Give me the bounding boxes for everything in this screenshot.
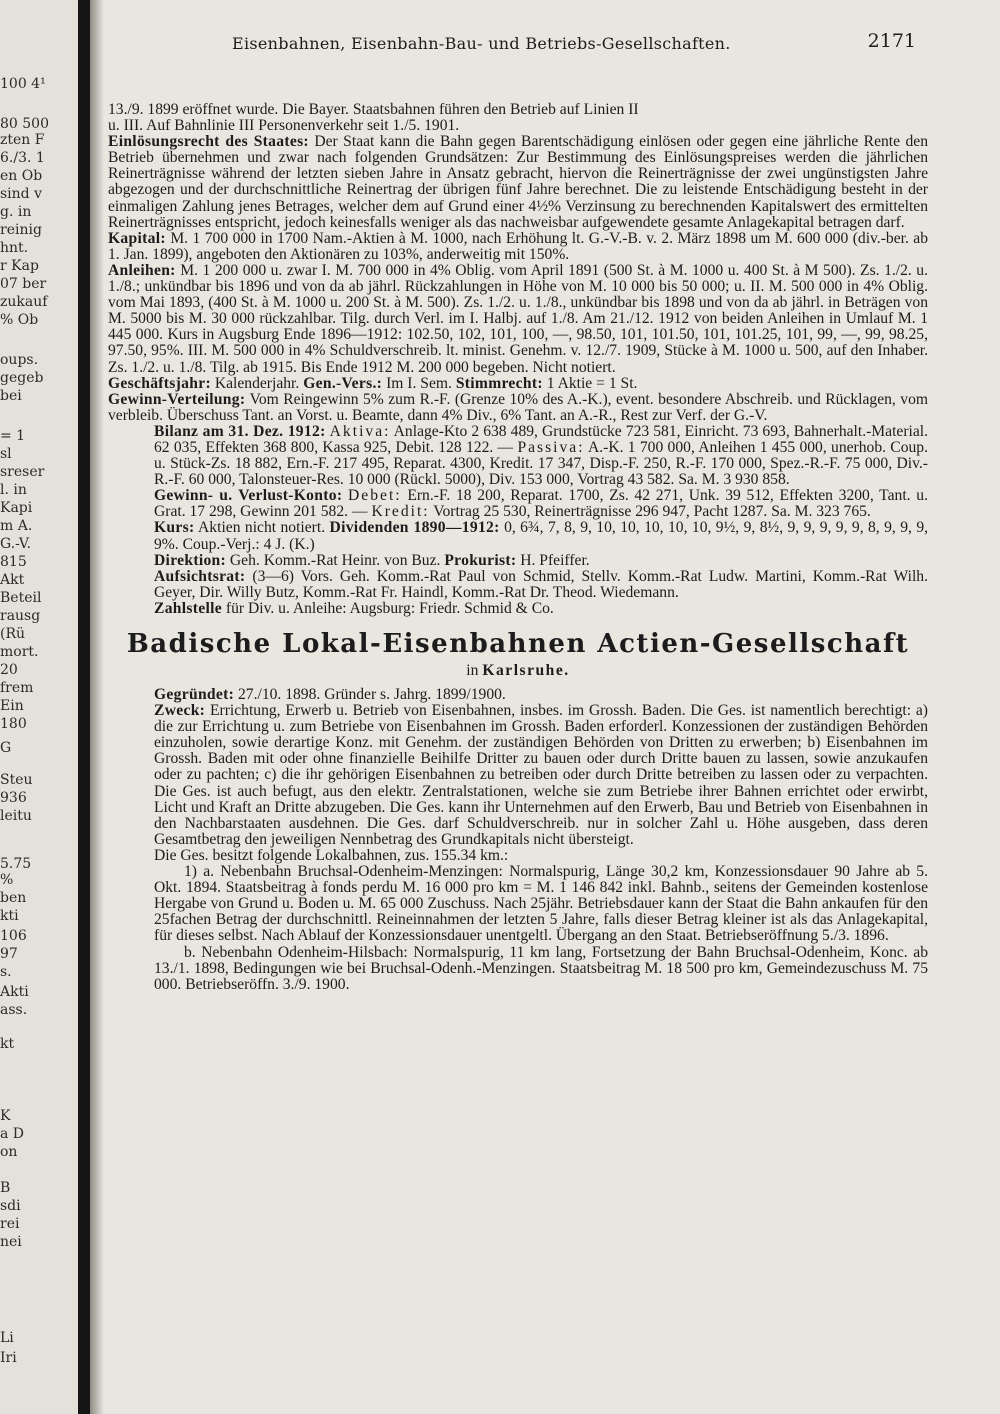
aufsichtsrat-label: Aufsichtsrat:	[154, 567, 246, 585]
facing-page-fragment: leitu	[0, 808, 32, 824]
facing-page-fragment: G.-V.	[0, 536, 31, 552]
gewinnkonto-label: Gewinn- u. Verlust-Konto:	[154, 487, 343, 505]
facing-page-fragment: reinig	[0, 222, 42, 238]
line-item-1a: 1) a. Nebenbahn Bruchsal-Odenheim-Menzingen: Normalspurig, Länge 30,2 km, Konzessionsdauer 90 Jahre ab 5. Okt. 1894. Staatsbeitrag à fonds perdu M. 16 000 pro km = M. 1 146 842 inkl. Bahnb., seitens der Gemeinden kostenlose Hergabe von Grund u. Boden u. M. 65 000 Zuschuss. Nach 25jähr. Betriebsdauer kann der Staat die Bahn ankaufen für den 25fachen Betrag der durchschnittl. Reineinnahmen der letzten 5 Jahre, falls dieser Betrag kleiner ist als das Anlagekapital, für dieses selbst. Nach Ablauf der Konzessionsdauer unentgeltl. Übergang an den Staat. Betriebseröffnung 5./3. 1896.	[154, 863, 928, 945]
kredit-label: Kredit:	[371, 503, 430, 521]
intro-line-1: 13./9. 1899 eröffnet wurde. Die Bayer. Staatsbahnen führen den Betrieb auf Linien II	[108, 101, 639, 118]
facing-page-fragment: Li	[0, 1330, 14, 1346]
facing-page-fragment: sind v	[0, 186, 42, 202]
facing-page-fragment: ass.	[0, 1002, 28, 1018]
company-place: in Karlsruhe.	[466, 662, 570, 679]
stimmrecht-label: Stimmrecht:	[455, 374, 543, 392]
aufsichtsrat-entry: Aufsichtsrat: (3—6) Vors. Geh. Komm.-Rat Paul von Schmid, Stellv. Komm.-Rat Ludw. Martini, Komm.-Rat Wilh. Geyer, Dir. Willy Butz, Komm.-Rat Fr. Haindl, Komm.-Rat Dr. Theod. Wiedemann.	[154, 567, 928, 601]
geschaeftsjahr-entry: Geschäftsjahr: Kalenderjahr. Gen.-Vers.: Im I. Sem. Stimmrecht: 1 Aktie = 1 St.	[108, 374, 638, 392]
kurs-label: Kurs:	[154, 519, 195, 537]
facing-page-fragment: 815	[0, 554, 27, 570]
genvers-label: Gen.-Vers.:	[303, 374, 383, 392]
gegruendet-label: Gegründet:	[154, 686, 235, 703]
facing-page-fragment: nei	[0, 1234, 22, 1250]
facing-page-fragment: m A.	[0, 518, 33, 534]
left-page-margin	[0, 0, 78, 1414]
facing-page-fragment: 20	[0, 662, 18, 678]
intro-line-2: u. III. Auf Bahnlinie III Personenverkehr seit 1./5. 1901.	[108, 117, 460, 135]
bilanz-label: Bilanz am 31. Dez. 1912:	[154, 422, 326, 440]
facing-page-fragment: 6./3. 1	[0, 150, 45, 166]
zahlstelle-label: Zahlstelle	[154, 599, 222, 617]
facing-page-fragment: zten F	[0, 132, 45, 148]
facing-page-fragment: %	[0, 872, 14, 888]
anleihen-entry: Anleihen: M. 1 200 000 u. zwar I. M. 700 000 in 4% Oblig. vom April 1891 (500 St. à M. 1000 u. 400 St. à M 500). Zs. 1./2. u. 1./8.; unkündbar bis 1896 und von da ab jährl. Rückzahlungen in Höhe von M. 10 000 bis 50 000; u. II. M. 500 000 in 4% Oblig. vom Mai 1893, (400 St. à M. 1000 u. 200 St. à M. 500). Zs. 1./2. u. 1./8., unkündbar bis 1898 und von da ab jährl. in Beträgen von M. 5000 bis M. 30 000 rückzahlbar. Tilg. durch Verl. im I. Halbj. auf 1./8. Am 21./12. 1912 von beiden Anleihen in Umlauf M. 1 445 000. Kurs in Augsburg Ende 1896—1912: 102.50, 102, 101, 100, —, 98.50, 101, 101.50, 101, 101.25, 101, 99, —, 99, 98.25, 97.50, 95%. III. M. 500 000 in 4% Schuldverschreib. lt. minist. Genehm. v. 12./7. 1909, Stücke à M. 1000 u. 500, auf den Inhaber. Zs. 1./2. u. 1./8. Tilg. ab 1915. Bis Ende 1912 M. 200 000 begeben. Nicht notiert.	[108, 261, 928, 376]
kurs-entry: Kurs: Aktien nicht notiert. Dividenden 1890—1912: 0, 6¾, 7, 8, 9, 10, 10, 10, 10, 10, 9½, 9, 8½, 9, 9, 9, 9, 9, 8, 9, 9, 9, 9%. Coup.-Verj.: 4 J. (K.)	[154, 519, 929, 553]
document-page	[108, 30, 928, 993]
prokurist-label: Prokurist:	[444, 551, 517, 569]
direktion-entry: Direktion: Geh. Komm.-Rat Heinr. von Buz. Prokurist: H. Pfeiffer.	[154, 551, 590, 569]
anleihen-label: Anleihen:	[108, 261, 176, 279]
running-head	[108, 30, 928, 56]
facing-page-fragment: g. in	[0, 204, 32, 220]
facing-page-fragment: rausg	[0, 608, 41, 624]
facing-page-fragment: 106	[0, 928, 27, 944]
gewinnkonto-entry: Gewinn- u. Verlust-Konto: Debet: Ern.-F. 18 200, Reparat. 1700, Zs. 42 271, Unk. 39 512, Effekten 3200, Tant. u. Grat. 17 298, Gewinn 201 582. — Kredit: Vortrag 25 530, Reinerträgnisse 296 947, Pacht 1287. Sa. M. 323 765.	[154, 487, 928, 521]
geschaeftsjahr-label: Geschäftsjahr:	[108, 374, 211, 392]
gewinnverteilung-entry: Gewinn-Verteilung: Vom Reingewinn 5% zum R.-F. (Grenze 10% des A.-K.), event. besondere Abschreib. und Rücklagen, vom verbleib. Überschuss Tant. an Vorst. u. Beamte, dann 4% Div., 6% Tant. an A.-R., Rest zur Verf. der G.-V.	[108, 390, 928, 424]
facing-page-fragment: kt	[0, 1036, 15, 1052]
facing-page-fragment: sreser	[0, 464, 45, 480]
kapital-entry: Kapital: M. 1 700 000 in 1700 Nam.-Aktien à M. 1000, nach Erhöhung lt. G.-V.-B. v. 2. März 1898 um M. 600 000 (div.-ber. ab 1. Jan. 1899), angeboten den Aktionären zu 103%, anderweitig mit 150%.	[108, 229, 929, 263]
facing-page-fragment: a D	[0, 1126, 25, 1142]
company-title: Badische Lokal-Eisenbahnen Actien-Gesellschaft	[126, 629, 910, 659]
facing-page-fragment: Iri	[0, 1350, 17, 1366]
facing-page-fragment: s.	[0, 964, 12, 980]
facing-page-fragment: r Kap	[0, 258, 39, 274]
facing-page-fragment: Beteil	[0, 590, 42, 606]
facing-page-fragment: bei	[0, 388, 22, 404]
facing-page-fragment: 80 500	[0, 116, 49, 132]
facing-page-fragment: 936	[0, 790, 27, 806]
einloesung-entry: Einlösungsrecht des Staates: Der Staat kann die Bahn gegen Barentschädigung einlösen oder gegen eine jährliche Rente den Betrieb übernehmen und zwar nach folgenden Grundsätzen: Zur Bestimmung des Einlösungspreises werden die jährlichen Reinerträgnisse während der letzten sieben Jahre in Ansatz gebracht, hiervon die Reinerträgnisse der zwei ungünstigsten Jahre abgezogen und der durchschnittliche Reinertrag der übrigen fünf Jahre berechnet. Die zu leistende Entschädigung besteht in der einmaligen Zahlung jenes Betrages, welcher dem auf Grund einer 4½% Verzinsung zu berechnenden Kapitalswert des ermittelten Reinerträgnisses entspricht, jedoch keinesfalls weniger als das nachweisbar aufgewendete gesamte Anlagekapital betragen darf.	[108, 133, 928, 231]
facing-page-fragment: % Ob	[0, 312, 39, 328]
facing-page-fragment: B	[0, 1180, 11, 1196]
facing-page-fragment: en Ob	[0, 168, 43, 184]
running-title: Eisenbahnen, Eisenbahn-Bau- und Betriebs-Gesellschaften.	[232, 34, 731, 53]
page-number: 2171	[867, 30, 916, 52]
facing-page-fragment: 97	[0, 946, 18, 962]
gegruendet-entry: Gegründet: 27./10. 1898. Gründer s. Jahrg. 1899/1900.	[154, 686, 506, 703]
facing-page-fragment: sdi	[0, 1198, 21, 1214]
facing-page-fragment: Ein	[0, 698, 24, 714]
body-text	[108, 102, 928, 993]
besitz-entry: Die Ges. besitzt folgende Lokalbahnen, zus. 155.34 km.:	[154, 846, 509, 864]
book-spine	[78, 0, 90, 1414]
facing-page-fragment: G	[0, 740, 12, 756]
aktiva-label: Aktiva:	[329, 422, 391, 440]
facing-page-fragment: Akti	[0, 984, 29, 1000]
zahlstelle-entry: Zahlstelle für Div. u. Anleihe: Augsburg: Friedr. Schmid & Co.	[154, 599, 554, 617]
facing-page-fragment: = 1	[0, 428, 26, 444]
facing-page-fragment: Akt	[0, 572, 25, 588]
facing-page-fragment: ben	[0, 890, 27, 906]
facing-page-fragment: oups.	[0, 352, 39, 368]
facing-page-fragment: kti	[0, 908, 19, 924]
facing-page-fragment: hnt.	[0, 240, 29, 256]
facing-page-fragment: K	[0, 1108, 11, 1124]
facing-page-fragment: frem	[0, 680, 34, 696]
einloesung-label: Einlösungsrecht des Staates:	[108, 133, 309, 151]
facing-page-fragment: (Rü	[0, 626, 26, 642]
facing-page-fragment: Kapi	[0, 500, 33, 516]
facing-page-fragment: 5.75	[0, 856, 32, 872]
bilanz-entry: Bilanz am 31. Dez. 1912: Aktiva: Anlage-Kto 2 638 489, Grundstücke 723 581, Einricht. 73 693, Bahnerhalt.-Material. 62 035, Effekten 368 800, Kassa 925, Debit. 128 122. — Passiva: A.-K. 1 700 000, Anleihen 1 455 000, unerhob. Coup. u. Stück-Zs. 18 882, Ern.-F. 217 495, Reparat. 4300, Kredit. 17 347, Disp.-F. 250, R.-F. 170 000, Spez.-R.-F. 75 000, Div.-R.-F. 60 000, Talonsteuer-Res. 10 000 (Rückl. 5000), Div. 153 000, Vortrag 43 582. Sa. M. 3 930 858.	[154, 422, 929, 489]
facing-page-fragment: 07 ber	[0, 276, 47, 292]
gewinnverteilung-label: Gewinn-Verteilung:	[108, 390, 246, 408]
facing-page-fragment: sl	[0, 446, 12, 462]
line-item-1b: b. Nebenbahn Odenheim-Hilsbach: Normalspurig, 11 km lang, Fortsetzung der Bahn Bruchsal-Odenheim, Konc. ab 13./1. 1898, Bedingungen wie bei Bruchsal-Odenh.-Menzingen. Staatsbeitrag M. 18 500 pro km, Gemeindezuschuss M. 75 000. Betriebseröffn. 3./9. 1900.	[154, 943, 928, 993]
zweck-entry: Zweck: Errichtung, Erwerb u. Betrieb von Eisenbahnen, insbes. im Grossh. Baden. Die Ges. ist namentlich berechtigt: a) die zur Errichtung u. zum Betriebe von Eisenbahnen im Grossh. Baden erforderl. Konzessionen der zuständigen Behörden einzuholen, sowie derartige Konz. mit Genehm. der zuständigen Behörden von Dritten zu erwerben; b) Eisenbahnen im Grossh. Baden mit oder ohne finanzielle Beihilfe Dritter zu bauen oder durch Dritte bauen zu lassen, sowie anzukaufen oder zu pachten; c) die ihr gehörigen Eisenbahnen zu betreiben oder durch Dritte betreiben zu lassen oder zu verpachten. Die Ges. ist auch befugt, aus den elektr. Zentralstationen, welche sie zum Betriebe ihrer Bahnen errichtet oder erwirbt, Licht und Kraft an Dritte abzugeben. Die Ges. kann ihr Unternehmen auf den Erwerb, Bau und Betrieb von Eisenbahnen in den Nachbarstaaten ausdehnen. Die Ges. darf Schuldverschreib. nur in solcher Zahl u. Höhe ausgeben, dass deren Gesamtbetrag den jeweiligen Nennbetrag des Grundkapitals nicht übersteigt.	[154, 702, 928, 848]
facing-page-fragment: 100 4¹	[0, 76, 46, 92]
facing-page-fragment: mort.	[0, 644, 39, 660]
passiva-label: Passiva:	[517, 438, 585, 456]
kapital-label: Kapital:	[108, 229, 166, 247]
facing-page-fragment: 180	[0, 716, 27, 732]
spine-shadow	[90, 0, 104, 1414]
facing-page-fragment: gegeb	[0, 370, 44, 386]
dividenden-label: Dividenden 1890—1912:	[329, 519, 500, 537]
facing-page-fragment: rei	[0, 1216, 20, 1232]
facing-page-fragment: on	[0, 1144, 18, 1160]
debet-label: Debet:	[348, 487, 402, 505]
direktion-label: Direktion:	[154, 551, 227, 569]
facing-page-fragment: zukauf	[0, 294, 48, 310]
facing-page-fragment: l. in	[0, 482, 27, 498]
zweck-label: Zweck:	[154, 702, 206, 720]
facing-page-fragment: Steu	[0, 772, 33, 788]
